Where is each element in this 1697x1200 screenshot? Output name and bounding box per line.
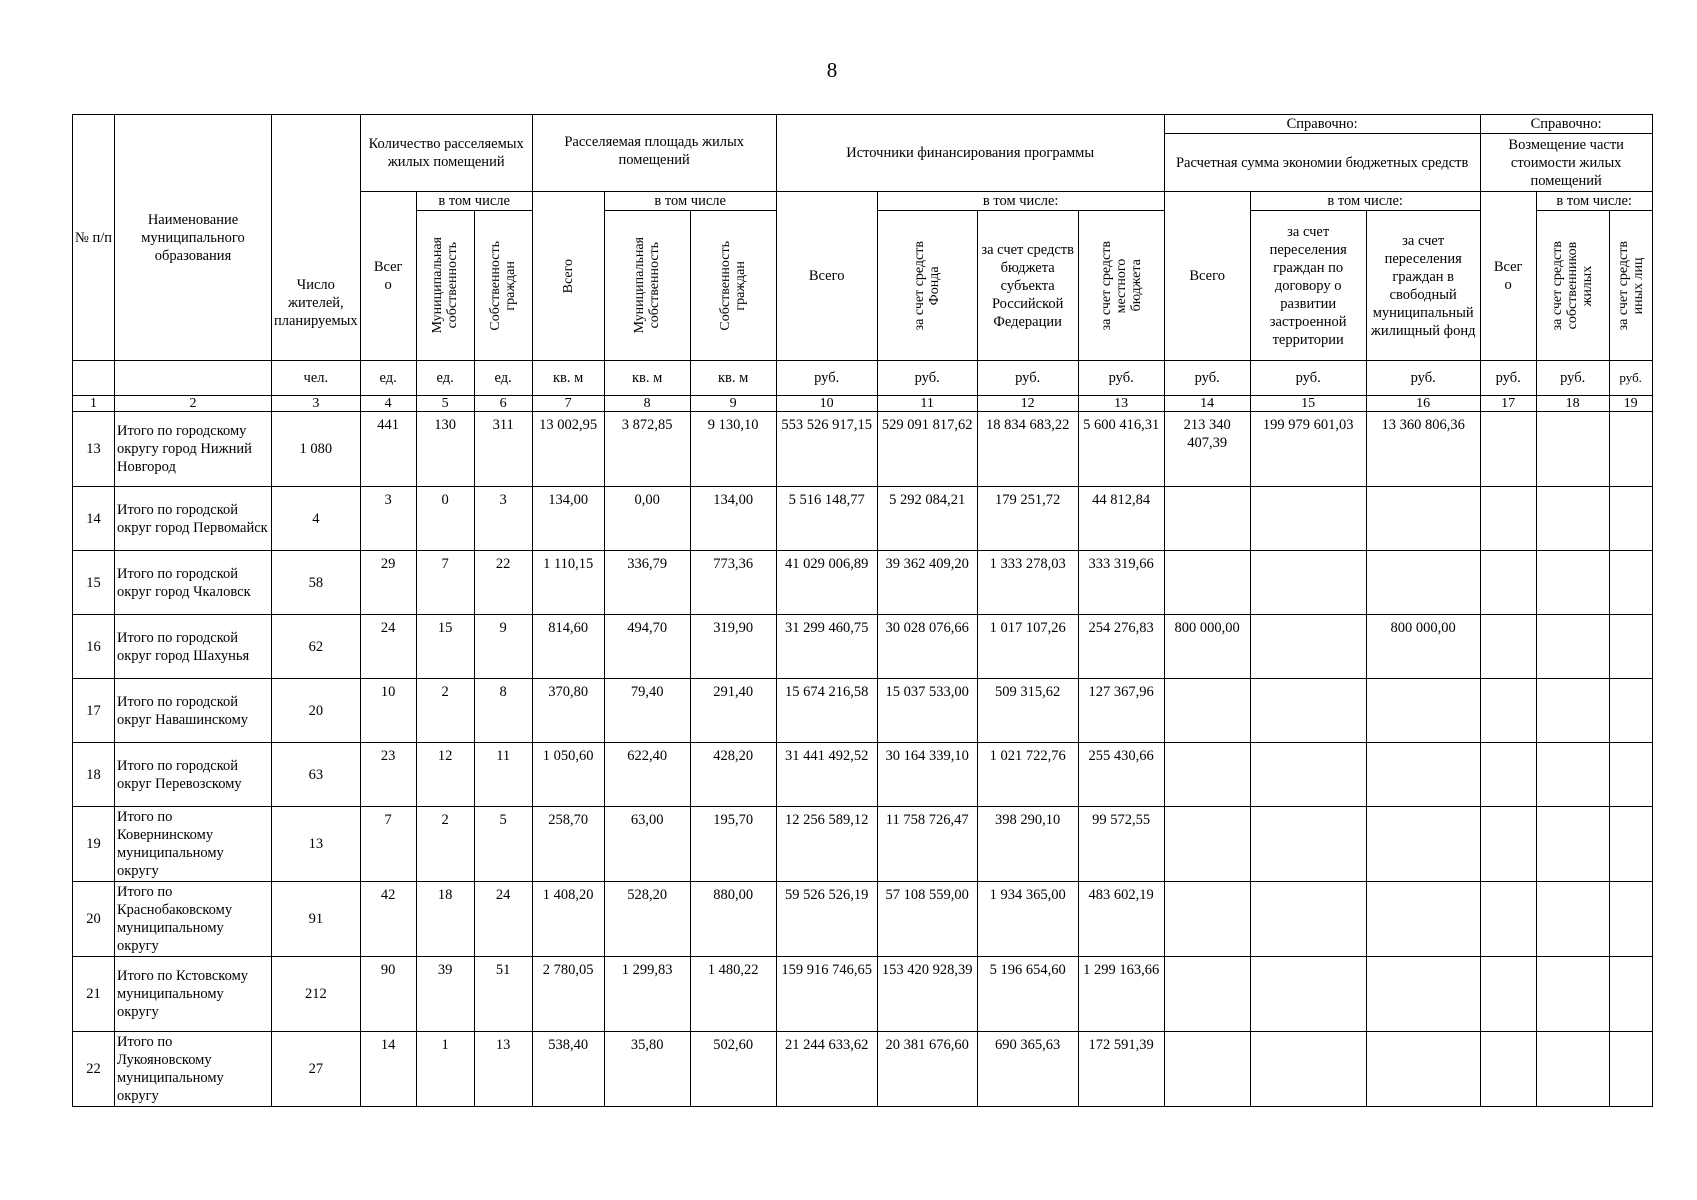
table-row xyxy=(73,615,1653,679)
refund-total-cell xyxy=(1480,487,1536,551)
table-body xyxy=(73,412,1653,1107)
units-total-cell: 7 xyxy=(360,807,416,882)
header-group-refund: Возмещение части стоимости жилых помещений xyxy=(1480,134,1652,192)
units-total-cell: 29 xyxy=(360,551,416,615)
area-private-cell: 880,00 xyxy=(690,882,776,957)
area-municipal-cell: 63,00 xyxy=(604,807,690,882)
financing-fund-cell: 5 292 084,21 xyxy=(877,487,977,551)
header-sources-total: Всего xyxy=(776,192,877,361)
units-total-cell: 90 xyxy=(360,957,416,1032)
refund-other-cell xyxy=(1609,551,1652,615)
refund-owners-cell xyxy=(1536,957,1609,1032)
savings-total-cell xyxy=(1164,679,1250,743)
row-number: 16 xyxy=(73,615,115,679)
row-name: Итого по Кстовскому муниципальному округу xyxy=(115,957,272,1032)
units-private-cell: 11 xyxy=(474,743,532,807)
units-cell: руб. xyxy=(1078,361,1164,396)
savings-dev-cell xyxy=(1250,882,1366,957)
financing-local-cell: 1 299 163,66 xyxy=(1078,957,1164,1032)
area-total-cell: 258,70 xyxy=(532,807,604,882)
savings-free-cell xyxy=(1366,1032,1480,1107)
financing-local-cell: 255 430,66 xyxy=(1078,743,1164,807)
area-total-cell: 370,80 xyxy=(532,679,604,743)
financing-fund-cell: 15 037 533,00 xyxy=(877,679,977,743)
units-cell: чел. xyxy=(272,361,361,396)
area-total-cell: 814,60 xyxy=(532,615,604,679)
savings-total-cell xyxy=(1164,1032,1250,1107)
column-number: 1 xyxy=(73,396,115,412)
refund-other-cell xyxy=(1609,487,1652,551)
units-cell xyxy=(73,361,115,396)
area-total-cell: 538,40 xyxy=(532,1032,604,1107)
financing-local-cell: 172 591,39 xyxy=(1078,1032,1164,1107)
units-private-cell: 3 xyxy=(474,487,532,551)
row-number: 18 xyxy=(73,743,115,807)
savings-total-cell: 213 340 407,39 xyxy=(1164,412,1250,487)
financing-subject-cell: 18 834 683,22 xyxy=(977,412,1078,487)
refund-owners-cell xyxy=(1536,551,1609,615)
refund-other-cell xyxy=(1609,412,1652,487)
row-name: Итого по городской округ город Чкаловск xyxy=(115,551,272,615)
row-number: 21 xyxy=(73,957,115,1032)
refund-owners-cell xyxy=(1536,882,1609,957)
header-group-sources: Источники финансирования программы xyxy=(776,115,1164,192)
savings-dev-cell xyxy=(1250,679,1366,743)
refund-other-cell xyxy=(1609,807,1652,882)
header-savings-free-fund: за счет переселения граждан в свободный муниципальный жилищный фонд xyxy=(1366,211,1480,361)
area-private-cell: 502,60 xyxy=(690,1032,776,1107)
row-name: Итого по городской округ город Первомайск xyxy=(115,487,272,551)
units-municipal-cell: 7 xyxy=(416,551,474,615)
refund-total-cell xyxy=(1480,957,1536,1032)
refund-other-cell xyxy=(1609,882,1652,957)
savings-total-cell xyxy=(1164,551,1250,615)
units-cell: руб. xyxy=(1536,361,1609,396)
column-number: 15 xyxy=(1250,396,1366,412)
savings-free-cell xyxy=(1366,882,1480,957)
residents-cell: 20 xyxy=(272,679,361,743)
units-cell: руб. xyxy=(1480,361,1536,396)
financing-total-cell: 12 256 589,12 xyxy=(776,807,877,882)
units-private-cell: 8 xyxy=(474,679,532,743)
header-reference-1: Справочно: xyxy=(1164,115,1480,134)
residents-cell: 1 080 xyxy=(272,412,361,487)
refund-owners-cell xyxy=(1536,679,1609,743)
table-row xyxy=(73,807,1653,882)
units-municipal-cell: 12 xyxy=(416,743,474,807)
residents-cell: 4 xyxy=(272,487,361,551)
refund-owners-cell xyxy=(1536,807,1609,882)
residents-cell: 13 xyxy=(272,807,361,882)
financing-local-cell: 254 276,83 xyxy=(1078,615,1164,679)
column-number: 8 xyxy=(604,396,690,412)
financing-subject-cell: 509 315,62 xyxy=(977,679,1078,743)
savings-free-cell: 13 360 806,36 xyxy=(1366,412,1480,487)
refund-owners-cell xyxy=(1536,412,1609,487)
refund-total-cell xyxy=(1480,807,1536,882)
residents-cell: 58 xyxy=(272,551,361,615)
table-row xyxy=(73,1032,1653,1107)
row-number: 19 xyxy=(73,807,115,882)
header-area-private: Собственность граждан xyxy=(690,211,776,361)
table-row xyxy=(73,882,1653,957)
units-municipal-cell: 18 xyxy=(416,882,474,957)
units-municipal-cell: 15 xyxy=(416,615,474,679)
area-municipal-cell: 1 299,83 xyxy=(604,957,690,1032)
savings-dev-cell xyxy=(1250,615,1366,679)
financing-local-cell: 483 602,19 xyxy=(1078,882,1164,957)
refund-other-cell xyxy=(1609,743,1652,807)
column-number: 13 xyxy=(1078,396,1164,412)
units-cell: руб. xyxy=(1609,361,1652,396)
units-total-cell: 24 xyxy=(360,615,416,679)
units-total-cell: 23 xyxy=(360,743,416,807)
area-private-cell: 319,90 xyxy=(690,615,776,679)
header-sources-local-budget: за счет средств местного бюджета xyxy=(1078,211,1164,361)
refund-total-cell xyxy=(1480,743,1536,807)
row-number: 20 xyxy=(73,882,115,957)
units-total-cell: 10 xyxy=(360,679,416,743)
savings-dev-cell xyxy=(1250,551,1366,615)
header-group-units: Количество расселяемых жилых помещений xyxy=(360,115,532,192)
header-savings-including: в том числе: xyxy=(1250,192,1480,211)
savings-dev-cell: 199 979 601,03 xyxy=(1250,412,1366,487)
units-municipal-cell: 0 xyxy=(416,487,474,551)
refund-total-cell xyxy=(1480,679,1536,743)
refund-total-cell xyxy=(1480,615,1536,679)
units-cell: руб. xyxy=(1164,361,1250,396)
column-number: 11 xyxy=(877,396,977,412)
units-private-cell: 22 xyxy=(474,551,532,615)
refund-owners-cell xyxy=(1536,743,1609,807)
refund-owners-cell xyxy=(1536,1032,1609,1107)
financing-fund-cell: 153 420 928,39 xyxy=(877,957,977,1032)
financing-fund-cell: 39 362 409,20 xyxy=(877,551,977,615)
area-municipal-cell: 79,40 xyxy=(604,679,690,743)
area-private-cell: 195,70 xyxy=(690,807,776,882)
area-private-cell: 9 130,10 xyxy=(690,412,776,487)
column-number: 14 xyxy=(1164,396,1250,412)
units-total-cell: 42 xyxy=(360,882,416,957)
savings-dev-cell xyxy=(1250,743,1366,807)
area-total-cell: 2 780,05 xyxy=(532,957,604,1032)
column-number: 6 xyxy=(474,396,532,412)
area-municipal-cell: 3 872,85 xyxy=(604,412,690,487)
financing-subject-cell: 1 021 722,76 xyxy=(977,743,1078,807)
header-group-area: Расселяемая площадь жилых помещений xyxy=(532,115,776,192)
units-cell: руб. xyxy=(977,361,1078,396)
row-name: Итого по городской округ Перевозскому xyxy=(115,743,272,807)
residents-cell: 91 xyxy=(272,882,361,957)
column-number: 4 xyxy=(360,396,416,412)
refund-total-cell xyxy=(1480,551,1536,615)
area-private-cell: 773,36 xyxy=(690,551,776,615)
row-name: Итого по Краснобаковскому муниципальному округу xyxy=(115,882,272,957)
units-municipal-cell: 39 xyxy=(416,957,474,1032)
financing-fund-cell: 30 164 339,10 xyxy=(877,743,977,807)
savings-free-cell xyxy=(1366,743,1480,807)
column-number: 9 xyxy=(690,396,776,412)
financing-subject-cell: 5 196 654,60 xyxy=(977,957,1078,1032)
header-units-total: Всег о xyxy=(360,192,416,361)
units-private-cell: 9 xyxy=(474,615,532,679)
header-area-including: в том числе xyxy=(604,192,776,211)
units-private-cell: 311 xyxy=(474,412,532,487)
refund-other-cell xyxy=(1609,615,1652,679)
column-number: 18 xyxy=(1536,396,1609,412)
financing-fund-cell: 20 381 676,60 xyxy=(877,1032,977,1107)
savings-total-cell xyxy=(1164,957,1250,1032)
refund-total-cell xyxy=(1480,1032,1536,1107)
financing-local-cell: 127 367,96 xyxy=(1078,679,1164,743)
area-total-cell: 1 110,15 xyxy=(532,551,604,615)
refund-other-cell xyxy=(1609,679,1652,743)
row-number: 15 xyxy=(73,551,115,615)
area-municipal-cell: 35,80 xyxy=(604,1032,690,1107)
area-municipal-cell: 494,70 xyxy=(604,615,690,679)
savings-dev-cell xyxy=(1250,807,1366,882)
units-private-cell: 5 xyxy=(474,807,532,882)
units-cell: кв. м xyxy=(532,361,604,396)
units-cell: ед. xyxy=(474,361,532,396)
area-total-cell: 1 050,60 xyxy=(532,743,604,807)
column-number: 5 xyxy=(416,396,474,412)
table-row xyxy=(73,412,1653,487)
column-number: 2 xyxy=(115,396,272,412)
row-number: 13 xyxy=(73,412,115,487)
row-name: Итого по городской округ Навашинскому xyxy=(115,679,272,743)
financing-subject-cell: 398 290,10 xyxy=(977,807,1078,882)
column-number: 19 xyxy=(1609,396,1652,412)
units-cell: ед. xyxy=(360,361,416,396)
financing-local-cell: 99 572,55 xyxy=(1078,807,1164,882)
financing-total-cell: 553 526 917,15 xyxy=(776,412,877,487)
financing-fund-cell: 11 758 726,47 xyxy=(877,807,977,882)
row-name: Итого по городскому округу город Нижний Новгород xyxy=(115,412,272,487)
residents-cell: 212 xyxy=(272,957,361,1032)
units-municipal-cell: 2 xyxy=(416,679,474,743)
table-row xyxy=(73,551,1653,615)
financing-subject-cell: 1 934 365,00 xyxy=(977,882,1078,957)
column-number: 16 xyxy=(1366,396,1480,412)
units-cell: кв. м xyxy=(604,361,690,396)
row-name: Итого по Лукояновскому муниципальному округу xyxy=(115,1032,272,1107)
residents-cell: 62 xyxy=(272,615,361,679)
refund-other-cell xyxy=(1609,1032,1652,1107)
savings-free-cell xyxy=(1366,551,1480,615)
units-cell: кв. м xyxy=(690,361,776,396)
header-units-private: Собственность граждан xyxy=(474,211,532,361)
table-row xyxy=(73,743,1653,807)
row-number: 22 xyxy=(73,1032,115,1107)
residents-cell: 27 xyxy=(272,1032,361,1107)
savings-total-cell: 800 000,00 xyxy=(1164,615,1250,679)
savings-dev-cell xyxy=(1250,957,1366,1032)
units-total-cell: 14 xyxy=(360,1032,416,1107)
area-municipal-cell: 0,00 xyxy=(604,487,690,551)
header-sources-subject-budget: за счет средств бюджета субъекта Российской Федерации xyxy=(977,211,1078,361)
column-number: 17 xyxy=(1480,396,1536,412)
residents-cell: 63 xyxy=(272,743,361,807)
financing-fund-cell: 57 108 559,00 xyxy=(877,882,977,957)
financing-total-cell: 41 029 006,89 xyxy=(776,551,877,615)
refund-other-cell xyxy=(1609,957,1652,1032)
units-municipal-cell: 1 xyxy=(416,1032,474,1107)
savings-dev-cell xyxy=(1250,487,1366,551)
page-number: 8 xyxy=(826,58,838,82)
units-municipal-cell: 130 xyxy=(416,412,474,487)
header-savings-total: Всего xyxy=(1164,192,1250,361)
financing-fund-cell: 529 091 817,62 xyxy=(877,412,977,487)
refund-total-cell xyxy=(1480,882,1536,957)
column-number: 3 xyxy=(272,396,361,412)
units-private-cell: 51 xyxy=(474,957,532,1032)
area-private-cell: 1 480,22 xyxy=(690,957,776,1032)
header-reference-2: Справочно: xyxy=(1480,115,1652,134)
header-area-municipal: Муниципальная собственность xyxy=(604,211,690,361)
financing-total-cell: 31 299 460,75 xyxy=(776,615,877,679)
units-private-cell: 13 xyxy=(474,1032,532,1107)
savings-total-cell xyxy=(1164,487,1250,551)
refund-owners-cell xyxy=(1536,487,1609,551)
financing-total-cell: 159 916 746,65 xyxy=(776,957,877,1032)
row-name: Итого по Ковернинскому муниципальному округу xyxy=(115,807,272,882)
row-number: 14 xyxy=(73,487,115,551)
financing-total-cell: 59 526 526,19 xyxy=(776,882,877,957)
header-sources-fund: за счет средств Фонда xyxy=(877,211,977,361)
savings-free-cell xyxy=(1366,487,1480,551)
savings-free-cell: 800 000,00 xyxy=(1366,615,1480,679)
area-private-cell: 291,40 xyxy=(690,679,776,743)
column-number: 10 xyxy=(776,396,877,412)
area-total-cell: 134,00 xyxy=(532,487,604,551)
refund-owners-cell xyxy=(1536,615,1609,679)
units-cell xyxy=(115,361,272,396)
savings-free-cell xyxy=(1366,957,1480,1032)
units-municipal-cell: 2 xyxy=(416,807,474,882)
header-refund-total: Всег о xyxy=(1480,192,1536,361)
header-col-name: Наименование муниципального образования xyxy=(115,115,272,361)
savings-total-cell xyxy=(1164,743,1250,807)
financing-local-cell: 5 600 416,31 xyxy=(1078,412,1164,487)
row-number: 17 xyxy=(73,679,115,743)
units-total-cell: 441 xyxy=(360,412,416,487)
savings-total-cell xyxy=(1164,807,1250,882)
header-units-municipal: Муниципальная собственность xyxy=(416,211,474,361)
header-refund-including: в том числе: xyxy=(1536,192,1652,211)
financing-total-cell: 5 516 148,77 xyxy=(776,487,877,551)
units-cell: руб. xyxy=(877,361,977,396)
financing-subject-cell: 179 251,72 xyxy=(977,487,1078,551)
header-units-including: в том числе xyxy=(416,192,532,211)
table-row xyxy=(73,487,1653,551)
financing-local-cell: 44 812,84 xyxy=(1078,487,1164,551)
header-sources-including: в том числе: xyxy=(877,192,1164,211)
refund-total-cell xyxy=(1480,412,1536,487)
savings-free-cell xyxy=(1366,679,1480,743)
area-municipal-cell: 528,20 xyxy=(604,882,690,957)
row-name: Итого по городской округ город Шахунья xyxy=(115,615,272,679)
savings-free-cell xyxy=(1366,807,1480,882)
area-total-cell: 13 002,95 xyxy=(532,412,604,487)
financing-subject-cell: 1 333 278,03 xyxy=(977,551,1078,615)
financing-local-cell: 333 319,66 xyxy=(1078,551,1164,615)
resettlement-table xyxy=(72,114,1653,1107)
units-cell: руб. xyxy=(1250,361,1366,396)
header-area-total: Всего xyxy=(532,192,604,361)
header-group-savings: Расчетная сумма экономии бюджетных средств xyxy=(1164,134,1480,192)
financing-total-cell: 21 244 633,62 xyxy=(776,1032,877,1107)
area-total-cell: 1 408,20 xyxy=(532,882,604,957)
financing-subject-cell: 690 365,63 xyxy=(977,1032,1078,1107)
header-col-residents: Число жителей, планируемых xyxy=(272,115,361,361)
header-refund-other: за счет средств иных лиц xyxy=(1609,211,1652,361)
header-col-num: № п/п xyxy=(73,115,115,361)
table-row xyxy=(73,957,1653,1032)
financing-fund-cell: 30 028 076,66 xyxy=(877,615,977,679)
column-number: 7 xyxy=(532,396,604,412)
area-municipal-cell: 622,40 xyxy=(604,743,690,807)
header-savings-dev-agreement: за счет переселения граждан по договору о развитии застроенной территории xyxy=(1250,211,1366,361)
savings-dev-cell xyxy=(1250,1032,1366,1107)
financing-subject-cell: 1 017 107,26 xyxy=(977,615,1078,679)
area-municipal-cell: 336,79 xyxy=(604,551,690,615)
units-total-cell: 3 xyxy=(360,487,416,551)
area-private-cell: 428,20 xyxy=(690,743,776,807)
units-cell: руб. xyxy=(1366,361,1480,396)
units-cell: ед. xyxy=(416,361,474,396)
units-private-cell: 24 xyxy=(474,882,532,957)
units-cell: руб. xyxy=(776,361,877,396)
area-private-cell: 134,00 xyxy=(690,487,776,551)
financing-total-cell: 31 441 492,52 xyxy=(776,743,877,807)
column-number: 12 xyxy=(977,396,1078,412)
savings-total-cell xyxy=(1164,882,1250,957)
financing-total-cell: 15 674 216,58 xyxy=(776,679,877,743)
header-refund-owners: за счет средств собственников жилых xyxy=(1536,211,1609,361)
table-row xyxy=(73,679,1653,743)
